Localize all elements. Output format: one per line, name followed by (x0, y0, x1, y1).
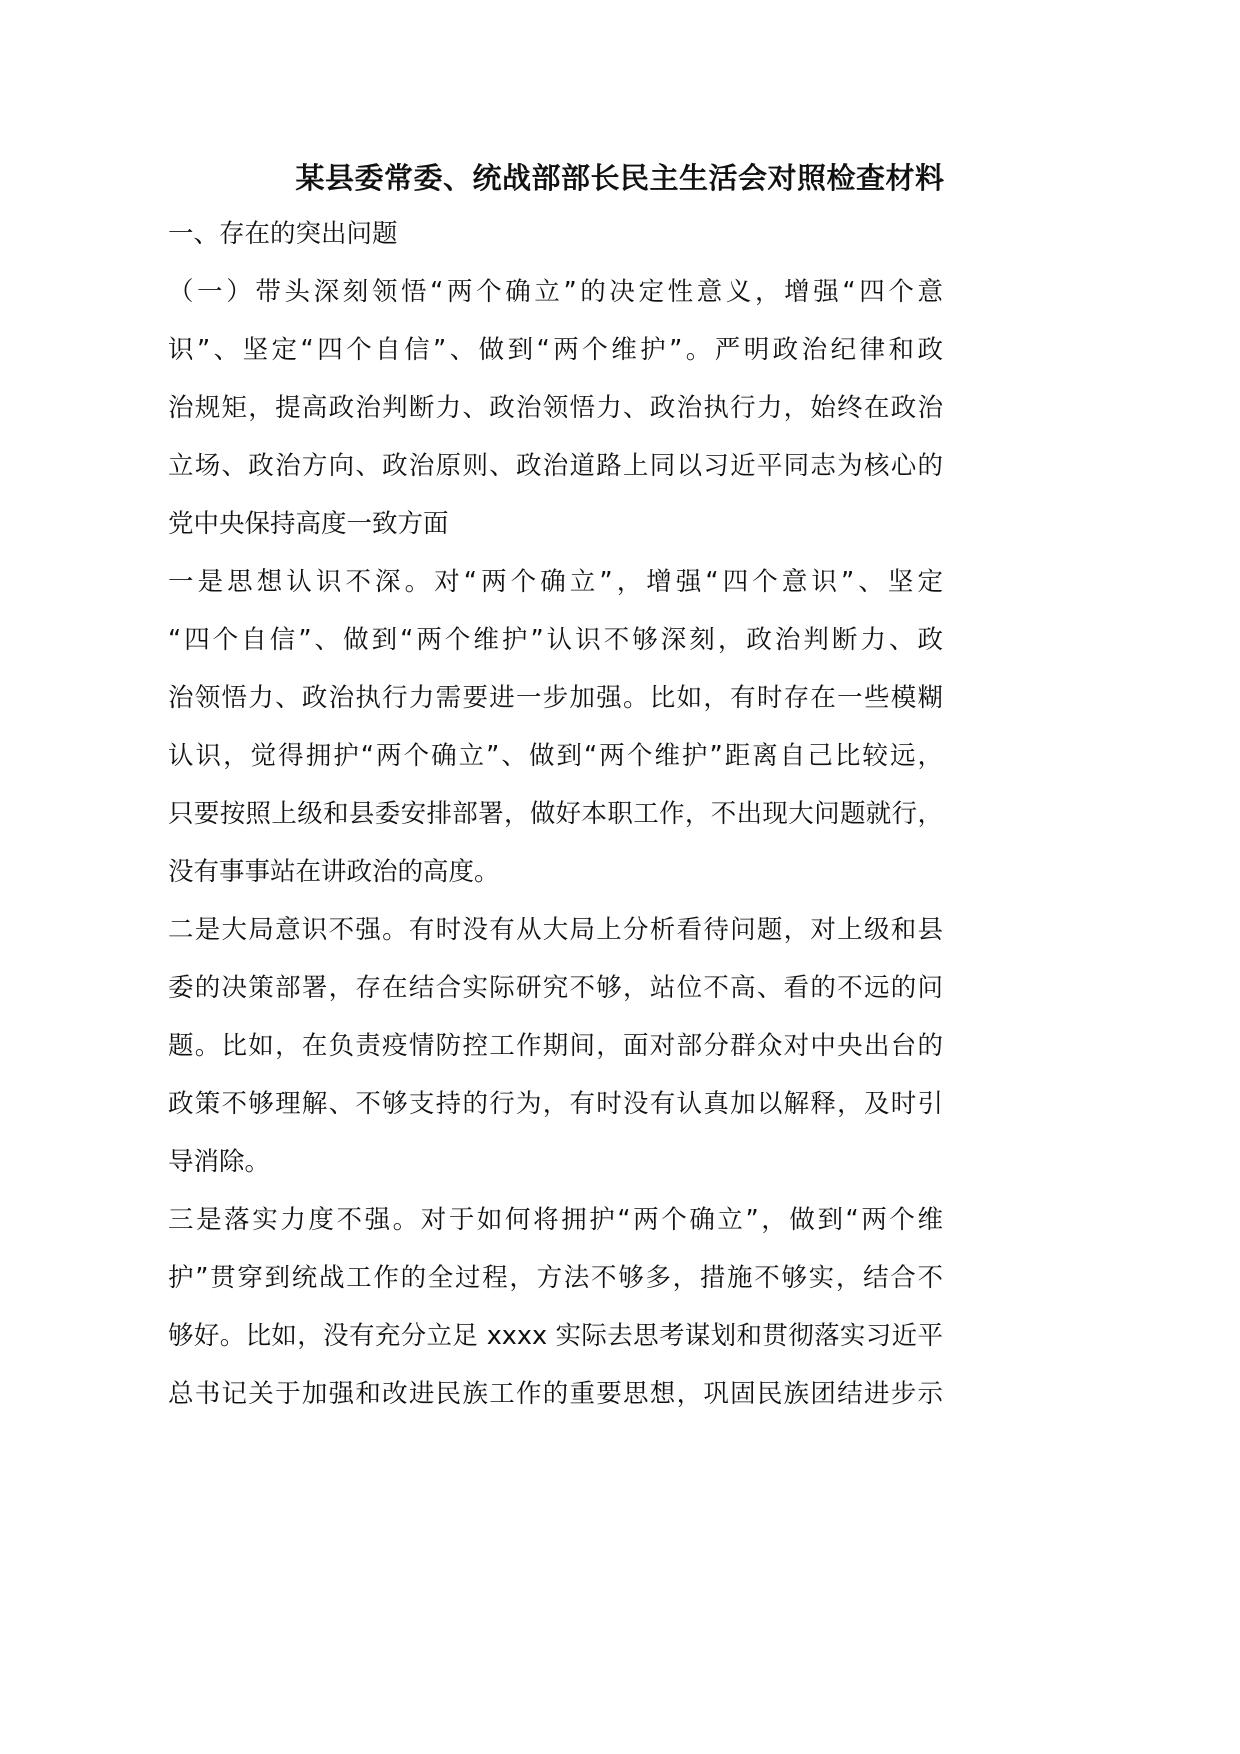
document-title: 某县委常委、统战部部长民主生活会对照检查材料 (295, 161, 945, 195)
text-line: 导消除。 (168, 1147, 271, 1177)
text-line: 够好。比如，没有充分立足 xxxx 实际去思考谋划和贯彻落实习近平 (168, 1321, 943, 1351)
text-line: 一、存在的突出问题 (168, 219, 398, 249)
text-line: 立场、政治方向、政治原则、政治道路上同以习近平同志为核心的 (168, 451, 943, 481)
text-line: 党中央保持高度一致方面 (168, 509, 449, 539)
text-line: 一是思想认识不深。对“两个确立”，增强“四个意识”、坚定 (168, 567, 943, 597)
document-body (168, 212, 943, 1430)
text-line: 总书记关于加强和改进民族工作的重要思想，巩固民族团结进步示 (168, 1379, 943, 1409)
text-line: 没有事事站在讲政治的高度。 (168, 857, 500, 887)
text-line: 识”、坚定“四个自信”、做到“两个维护”。严明政治纪律和政 (168, 335, 943, 365)
text-line: 二是大局意识不强。有时没有从大局上分析看待问题，对上级和县 (168, 915, 943, 945)
text-line: 题。比如，在负责疫情防控工作期间，面对部分群众对中央出台的 (168, 1031, 943, 1061)
text-line: “四个自信”、做到“两个维护”认识不够深刻，政治判断力、政 (168, 625, 943, 655)
text-line: 治规矩，提高政治判断力、政治领悟力、政治执行力，始终在政治 (168, 393, 943, 423)
text-line: 只要按照上级和县委安排部署，做好本职工作，不出现大问题就行， (168, 799, 943, 829)
text-line: （一）带头深刻领悟“两个确立”的决定性意义，增强“四个意 (168, 277, 943, 307)
text-line: 护”贯穿到统战工作的全过程，方法不够多，措施不够实，结合不 (168, 1263, 943, 1293)
text-line: 认识，觉得拥护“两个确立”、做到“两个维护”距离自己比较远， (168, 741, 943, 771)
text-line: 治领悟力、政治执行力需要进一步加强。比如，有时存在一些模糊 (168, 683, 943, 713)
text-line: 三是落实力度不强。对于如何将拥护“两个确立”，做到“两个维 (168, 1205, 943, 1235)
text-line: 政策不够理解、不够支持的行为，有时没有认真加以解释，及时引 (168, 1089, 943, 1119)
text-line: 委的决策部署，存在结合实际研究不够，站位不高、看的不远的问 (168, 973, 943, 1003)
